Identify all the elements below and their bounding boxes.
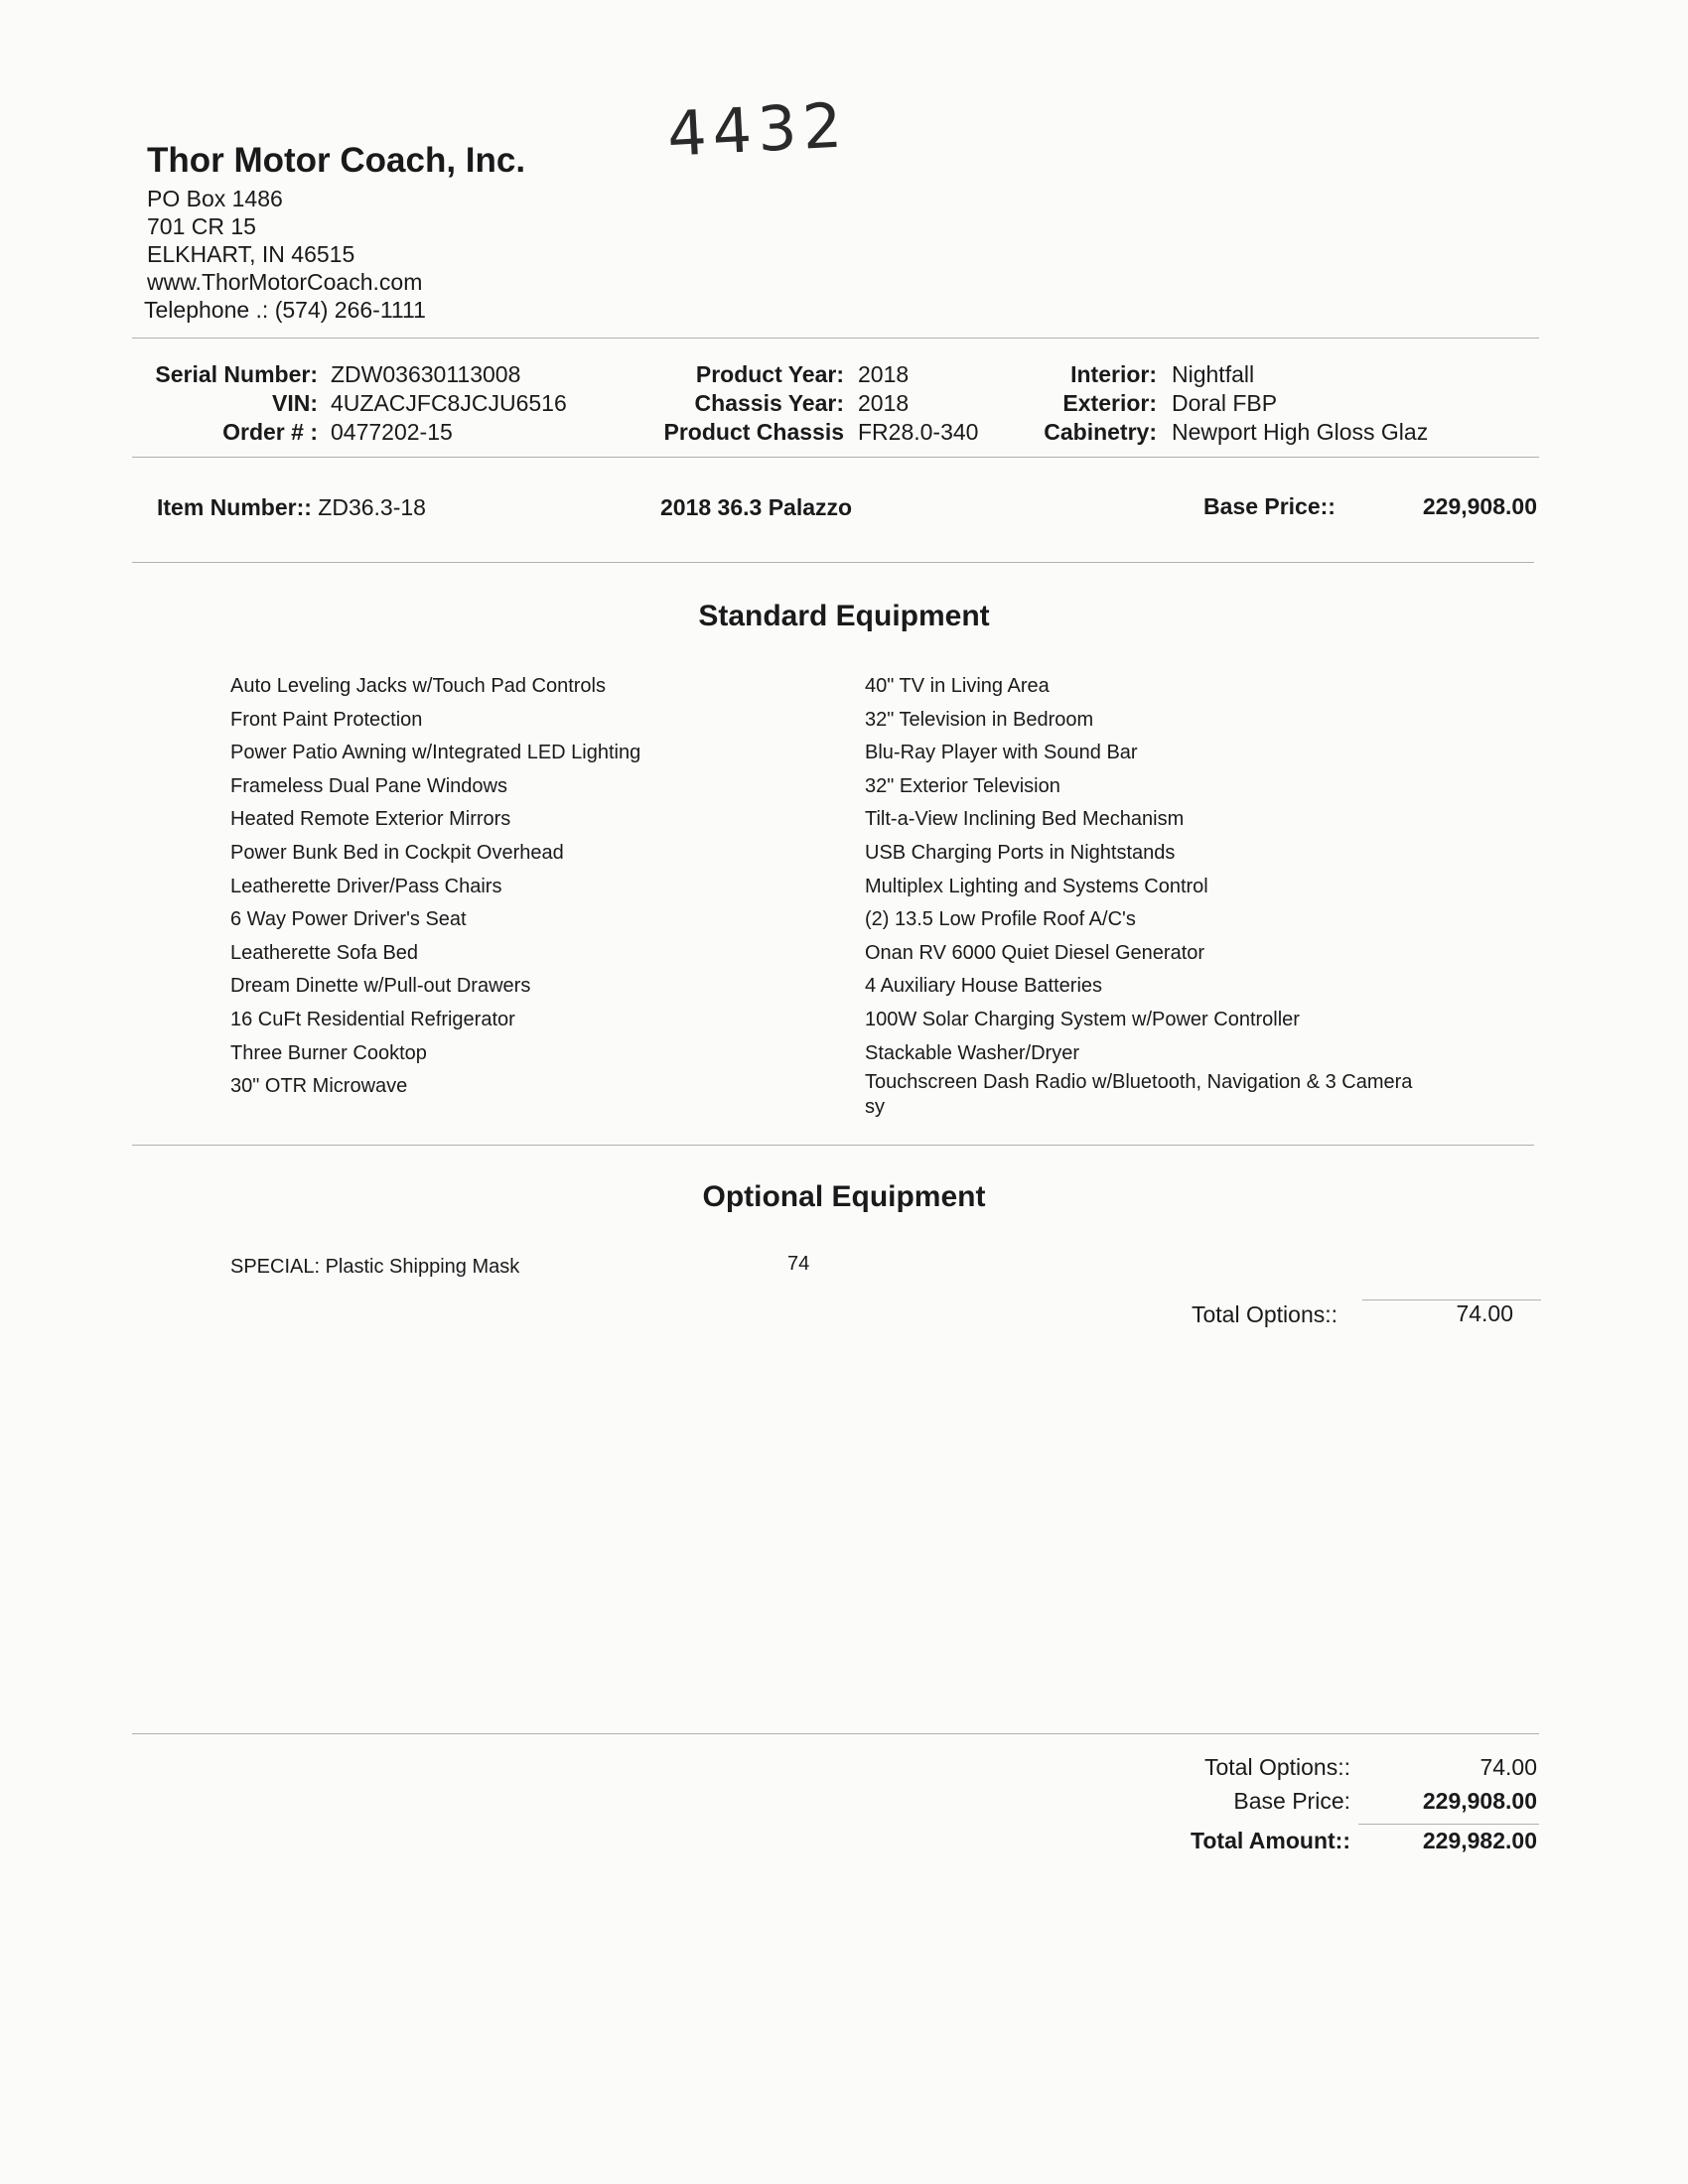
model-name: 2018 36.3 Palazzo	[660, 494, 853, 520]
address-line-3: ELKHART, IN 46515	[147, 241, 355, 267]
standard-equipment-right-list	[865, 670, 1421, 1070]
website: www.ThorMotorCoach.com	[147, 269, 423, 295]
list-item: Front Paint Protection	[230, 708, 423, 731]
list-item: Dream Dinette w/Pull-out Drawers	[230, 975, 531, 998]
product-chassis-label: Product Chassis	[663, 419, 844, 445]
item-number-label: Item Number::	[157, 494, 312, 520]
interior-value: Nightfall	[1172, 361, 1255, 387]
serial-number-label: Serial Number:	[155, 361, 318, 387]
serial-number-value: ZDW03630113008	[331, 361, 521, 387]
list-item: Auto Leveling Jacks w/Touch Pad Controls	[230, 675, 606, 697]
cabinetry-label: Cabinetry:	[1044, 419, 1157, 445]
order-label: Order # :	[222, 419, 318, 445]
options-total-value: 74.00	[1456, 1300, 1513, 1326]
list-item: Frameless Dual Pane Windows	[230, 774, 507, 797]
list-item: 30" OTR Microwave	[230, 1075, 408, 1098]
telephone-line	[144, 296, 426, 324]
list-item: Leatherette Driver/Pass Chairs	[230, 875, 502, 897]
base-price-label: Base Price::	[1203, 493, 1336, 519]
summary-base-price-value: 229,908.00	[1422, 1788, 1537, 1814]
list-item: 32" Exterior Television	[865, 774, 1060, 797]
summary-total-amount-value: 229,982.00	[1422, 1828, 1537, 1853]
chassis-year-label: Chassis Year:	[694, 390, 844, 416]
list-item: Three Burner Cooktop	[230, 1041, 427, 1064]
divider-item	[132, 562, 1534, 563]
summary-total-amount-label: Total Amount::	[1191, 1828, 1350, 1853]
list-item: USB Charging Ports in Nightstands	[865, 841, 1176, 864]
handwritten-note: 4432	[665, 88, 850, 171]
base-price-value: 229,908.00	[1422, 493, 1537, 519]
list-item: Power Bunk Bed in Cockpit Overhead	[230, 841, 564, 864]
list-item: Stackable Washer/Dryer	[865, 1041, 1079, 1064]
list-item: 6 Way Power Driver's Seat	[230, 908, 467, 931]
optional-item-price: 74	[787, 1253, 810, 1275]
summary-total-options-label: Total Options::	[1203, 1754, 1350, 1780]
list-item: (2) 13.5 Low Profile Roof A/C's	[865, 908, 1136, 931]
chassis-year-value: 2018	[858, 390, 910, 416]
list-item: Touchscreen Dash Radio w/Bluetooth, Navigation & 3 Camera sy	[865, 1071, 1413, 1118]
options-total-label: Total Options::	[1192, 1301, 1338, 1327]
divider-standard	[132, 1145, 1534, 1146]
list-item: Multiplex Lighting and Systems Control	[865, 875, 1208, 897]
cabinetry-value: Newport High Gloss Glaz	[1172, 419, 1429, 445]
list-item: 100W Solar Charging System w/Power Controller	[865, 1008, 1300, 1030]
summary-base-price-label: Base Price:	[1233, 1788, 1350, 1814]
vin-label: VIN:	[272, 390, 318, 416]
list-item: Power Patio Awning w/Integrated LED Lighting	[230, 742, 641, 764]
item-number-value: ZD36.3-18	[318, 494, 426, 520]
list-item: Blu-Ray Player with Sound Bar	[865, 742, 1138, 764]
standard-equipment-left-list	[230, 670, 640, 1104]
list-item: 40" TV in Living Area	[865, 675, 1050, 697]
list-item: Leatherette Sofa Bed	[230, 941, 419, 964]
list-item: Heated Remote Exterior Mirrors	[230, 808, 511, 831]
address-line-1: PO Box 1486	[147, 186, 283, 211]
product-year-value: 2018	[858, 361, 910, 387]
address-line-2: 701 CR 15	[147, 213, 256, 239]
divider-top	[132, 338, 1539, 339]
company-name: Thor Motor Coach, Inc.	[147, 141, 526, 180]
exterior-value: Doral FBP	[1172, 390, 1278, 416]
optional-equipment-title: Optional Equipment	[702, 1180, 986, 1213]
summary-total-options-value: 74.00	[1479, 1754, 1537, 1780]
summary-rule	[1358, 1824, 1539, 1825]
list-item: Tilt-a-View Inclining Bed Mechanism	[865, 808, 1185, 831]
telephone-label: Telephone .:	[144, 297, 269, 323]
divider-summary	[132, 1733, 1539, 1734]
divider-vehicle	[132, 457, 1539, 458]
standard-equipment-title: Standard Equipment	[698, 600, 990, 632]
product-chassis-value: FR28.0-340	[858, 419, 979, 445]
list-item: 16 CuFt Residential Refrigerator	[230, 1008, 515, 1030]
list-item: Onan RV 6000 Quiet Diesel Generator	[865, 941, 1205, 964]
exterior-label: Exterior:	[1062, 390, 1157, 416]
list-item: 4 Auxiliary House Batteries	[865, 975, 1103, 998]
optional-item-description: SPECIAL: Plastic Shipping Mask	[230, 1256, 520, 1278]
telephone-value: (574) 266-1111	[274, 297, 426, 323]
product-year-label: Product Year:	[695, 361, 844, 387]
item-number-row	[157, 494, 426, 521]
list-item: 32" Television in Bedroom	[865, 708, 1094, 731]
vin-value: 4UZACJFC8JCJU6516	[331, 390, 567, 416]
interior-label: Interior:	[1070, 361, 1157, 387]
order-value: 0477202-15	[331, 419, 453, 445]
